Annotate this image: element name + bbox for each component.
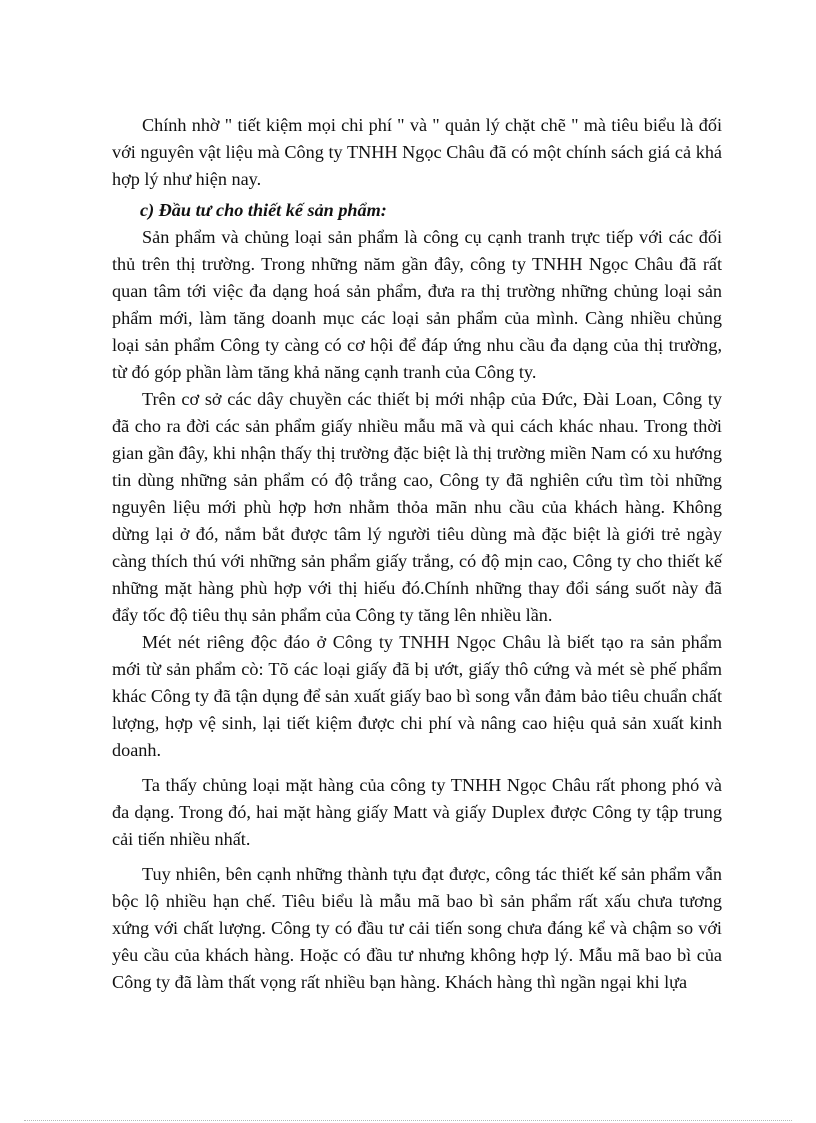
section-heading: c) Đầu tư cho thiết kế sản phẩm: (140, 200, 387, 220)
paragraph-product-range: Ta thấy chủng loại mặt hàng của công ty TNHH Ngọc Châu rất phong phó và đa dạng. Trong đó, hai mặt hàng giấy Matt và giấy Duplex được Công ty tập trung cải tiến nhiều nhất. (112, 775, 722, 849)
paragraph-new-equipment: Trên cơ sở các dây chuyền các thiết bị mới nhập của Đức, Đài Loan, Công ty đã cho ra đời các sản phẩm giấy nhiều mẫu mã và qui cách khác nhau. Trong thời gian gần đây, khi nhận thấy thị trường đặc biệt là thị trường miền Nam có xu hướng tin dùng những sản phẩm có độ trắng cao, Công ty đã nghiên cứu tìm tòi những nguyên liệu mới phù hợp hơn nhằm thỏa mãn nhu cầu của khách hàng. Không dừng lại ở đó, nắm bắt được tâm lý người tiêu dùng mà đặc biệt là giới trẻ ngày càng thích thú với những sản phẩm giấy trắng, có độ mịn cao, Công ty cho thiết kế những mặt hàng phù hợp với thị hiếu đó.Chính những thay đổi sáng suốt này đã đẩy tốc độ tiêu thụ sản phẩm của Công ty tăng lên nhiều lần. (112, 389, 722, 625)
footer-divider (24, 1120, 792, 1121)
intro-paragraph: Chính nhờ " tiết kiệm mọi chi phí " và " quản lý chặt chẽ " mà tiêu biểu là đối với nguyên vật liệu mà Công ty TNHH Ngọc Châu đã có một chính sách giá cả khá hợp lý như hiện nay. (112, 115, 722, 189)
paragraph-limitations: Tuy nhiên, bên cạnh những thành tựu đạt được, công tác thiết kế sản phẩm vẫn bộc lộ nhiều hạn chế. Tiêu biểu là mẫu mã bao bì sản phẩm rất xấu chưa tương xứng với chất lượng. Công ty có đầu tư cải tiến song chưa đáng kể và chậm so với yêu cầu của khách hàng. Hoặc có đầu tư nhưng không hợp lý. Mẫu mã bao bì của Công ty đã làm thất vọng rất nhiều bạn hàng. Khách hàng thì ngần ngại khi lựa (112, 864, 722, 992)
paragraph-product-competition: Sản phẩm và chủng loại sản phẩm là công cụ cạnh tranh trực tiếp với các đối thủ trên thị trường. Trong những năm gần đây, công ty TNHH Ngọc Châu đã rất quan tâm tới việc đa dạng hoá sản phẩm, đưa ra thị trường những chủng loại sản phẩm mới, làm tăng doanh mục các loại sản phẩm của mình. Càng nhiều chủng loại sản phẩm Công ty càng có cơ hội để đáp ứng nhu cầu đa dạng của thị trường, từ đó góp phần làm tăng khả năng cạnh tranh của Công ty. (112, 227, 722, 382)
document-page (112, 112, 722, 996)
paragraph-recycled-products: Mét nét riêng độc đáo ở Công ty TNHH Ngọc Châu là biết tạo ra sản phẩm mới từ sản phẩm cò: Tõ các loại giấy đã bị ướt, giấy thô cứng và mét sè phế phẩm khác Công ty đã tận dụng để sản xuất giấy bao bì song vẫn đảm bảo tiêu chuẩn chất lượng, hợp vệ sinh, lại tiết kiệm được chi phí và nâng cao hiệu quả sản xuất kinh doanh. (112, 632, 722, 760)
